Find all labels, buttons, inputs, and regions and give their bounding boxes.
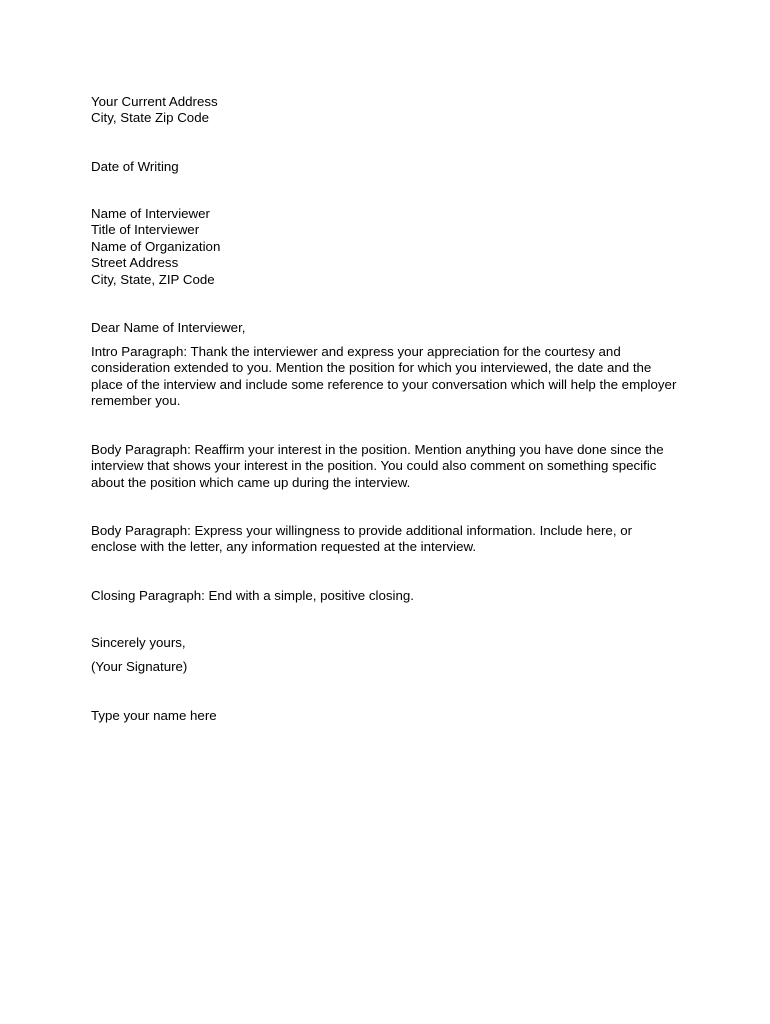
signature-block — [91, 659, 691, 675]
closing-paragraph-block — [91, 588, 691, 604]
recipient-address-block — [91, 206, 691, 288]
recipient-name: Name of Interviewer — [91, 206, 210, 221]
sender-address-block — [91, 94, 691, 127]
body-paragraph-1: Body Paragraph: Reaffirm your interest in the position. Mention anything you have done since the interview that shows your interest in the position. You could also comment on something specific about the position which came up during the interview. — [91, 442, 664, 490]
signoff-closing: Sincerely yours, — [91, 635, 186, 650]
signoff-closing-block — [91, 635, 691, 651]
sender-address: Your Current Address — [91, 94, 218, 109]
body-paragraph-2-block — [91, 523, 691, 556]
body-paragraph-2: Body Paragraph: Express your willingness to provide additional information. Include here, or enclose with the letter, any information requested at the interview. — [91, 523, 633, 555]
letter-date: Date of Writing — [91, 159, 179, 174]
intro-paragraph-block — [91, 344, 691, 410]
recipient-organization: Name of Organization — [91, 238, 221, 254]
recipient-title: Title of Interviewer — [91, 222, 200, 238]
sender-city-state-zip: City, State Zip Code — [91, 110, 209, 126]
intro-paragraph: Intro Paragraph: Thank the interviewer and express your appreciation for the courtesy and consideration extended to you. Mention the position for which you interviewed, the date and the place of the interview and include some reference to your conversation which will help the employer remember you. — [91, 344, 677, 409]
typed-name: Type your name here — [91, 708, 217, 723]
typed-name-block — [91, 708, 691, 724]
recipient-city-state-zip: City, State, ZIP Code — [91, 271, 215, 287]
body-paragraph-1-block — [91, 442, 691, 491]
salutation: Dear Name of Interviewer, — [91, 320, 246, 335]
signature-placeholder: (Your Signature) — [91, 659, 188, 674]
recipient-street: Street Address — [91, 255, 179, 271]
closing-paragraph: Closing Paragraph: End with a simple, positive closing. — [91, 588, 414, 603]
salutation-block — [91, 320, 691, 336]
date-block — [91, 159, 691, 175]
